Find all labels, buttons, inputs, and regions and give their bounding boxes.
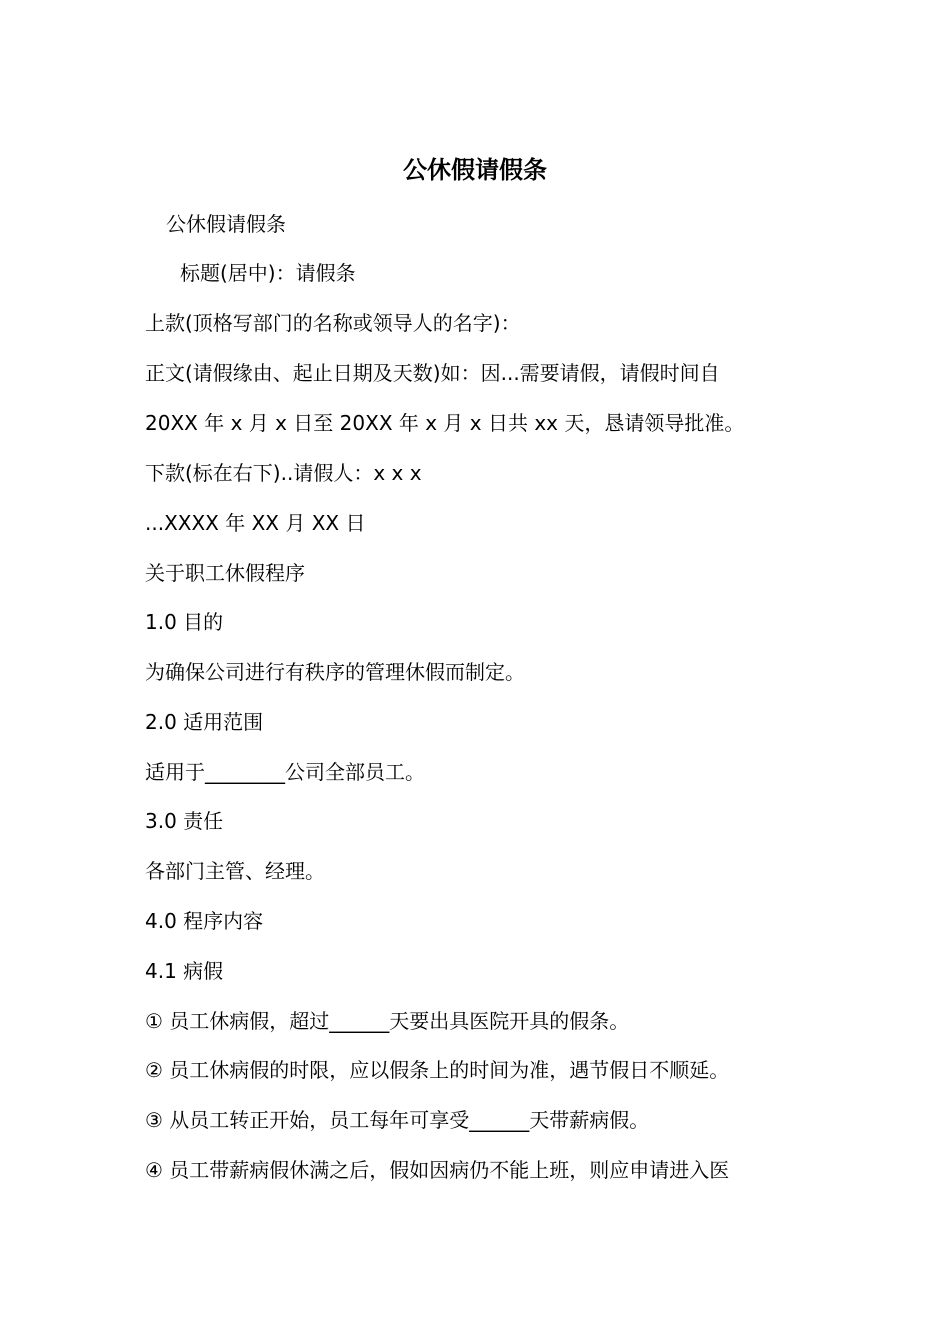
list-item: ② 员工休病假的时限，应以假条上的时间为准，遇节假日不顺延。: [145, 1058, 730, 1082]
body-format-line-continued: 20XX 年 x 月 x 日至 20XX 年 x 月 x 日共 xx 天，恳请领导批准。: [145, 411, 745, 435]
date-line: ...XXXX 年 XX 月 XX 日: [145, 511, 366, 535]
section-heading: 关于职工休假程序: [145, 561, 305, 585]
section-4-heading: 4.0 程序内容: [145, 909, 264, 933]
section-3-text: 各部门主管、经理。: [145, 859, 325, 883]
body-format-line: 正文(请假缘由、起止日期及天数)如：因...需要请假，请假时间自: [145, 361, 720, 385]
document-title: 公休假请假条: [403, 156, 547, 184]
subtitle-line: 公休假请假条: [166, 212, 286, 236]
section-3-heading: 3.0 责任: [145, 809, 224, 833]
section-2-heading: 2.0 适用范围: [145, 710, 264, 734]
section-1-heading: 1.0 目的: [145, 610, 224, 634]
section-2-text: 适用于________公司全部员工。: [145, 760, 425, 784]
heading-format-line: 标题(居中)：请假条: [180, 261, 356, 285]
section-4-1-heading: 4.1 病假: [145, 959, 224, 983]
list-item: ① 员工休病假，超过______天要出具医院开具的假条。: [145, 1009, 630, 1033]
section-1-text: 为确保公司进行有秩序的管理休假而制定。: [145, 660, 525, 684]
list-item: ③ 从员工转正开始，员工每年可享受______天带薪病假。: [145, 1108, 650, 1132]
list-item: ④ 员工带薪病假休满之后，假如因病仍不能上班，则应申请进入医: [145, 1158, 730, 1182]
closing-format-line: 下款(标在右下)..请假人：x x x: [145, 461, 422, 485]
salutation-format-line: 上款(顶格写部门的名称或领导人的名字)：: [145, 311, 521, 335]
